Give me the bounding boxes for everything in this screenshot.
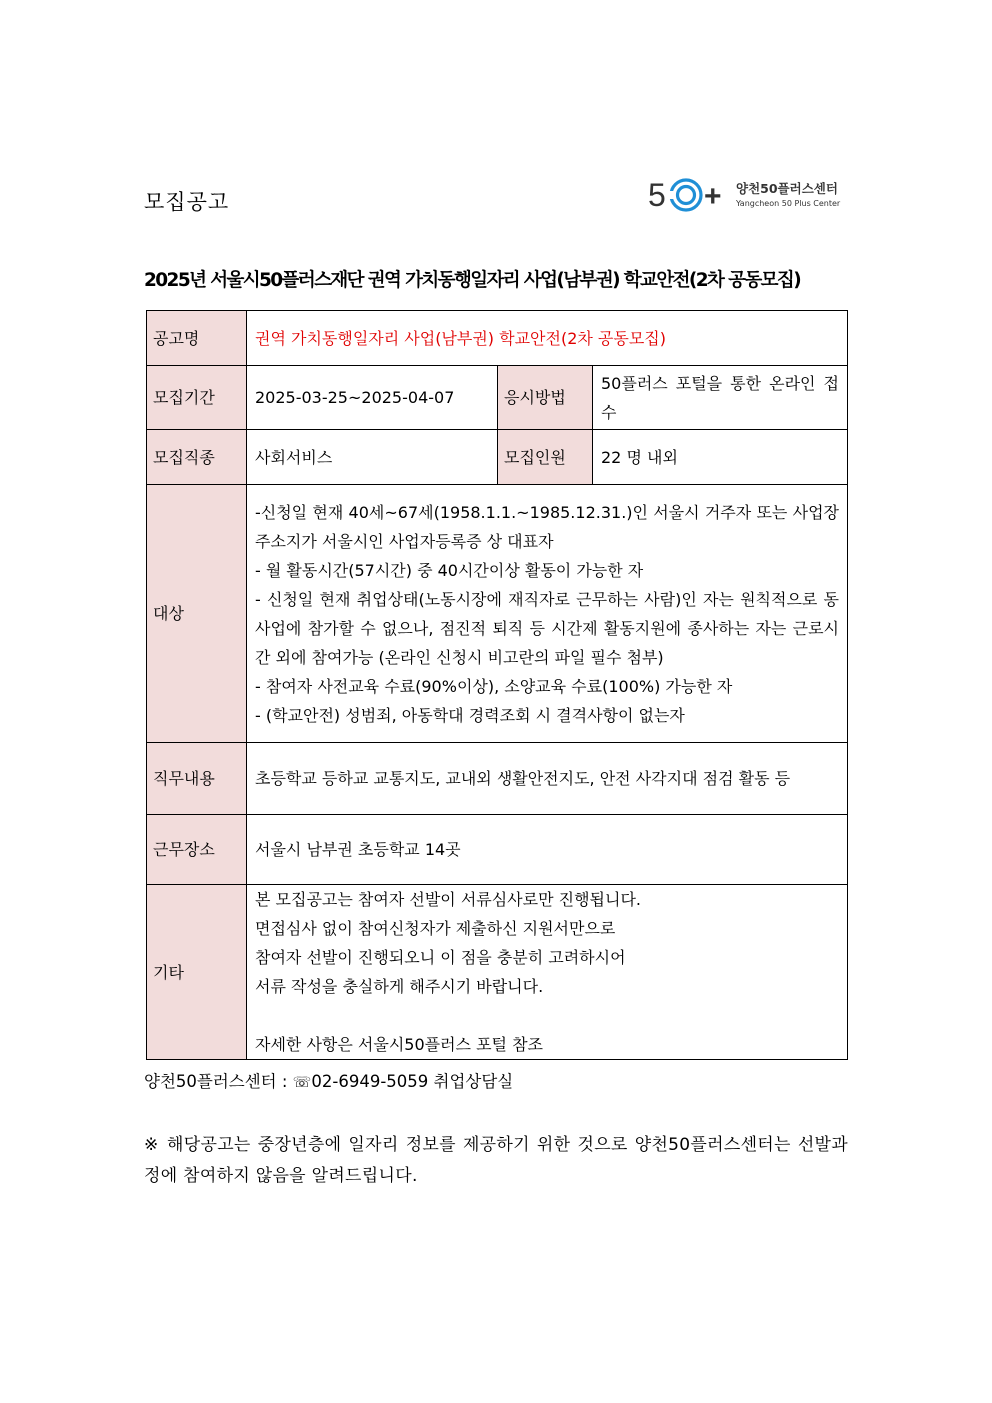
disclaimer-notice: ※ 해당공고는 중장년층에 일자리 정보를 제공하기 위한 것으로 양천50플러스센터는 선발과정에 참여하지 않음을 알려드립니다. (144, 1135, 848, 1186)
document-title: 2025년 서울시50플러스재단 권역 가치동행일자리 사업(남부권) 학교안전(2차 공동모집) (144, 270, 801, 291)
target-item: - 신청일 현재 취업상태(노동시장에 재직자로 근무하는 사람)인 자는 원칙적으로 동 사업에 참가할 수 없으나, 점진적 퇴직 등 시간제 활동지원에 종사하는 자는 근로시간 외에 참여가능 (온라인 신청시 비고란의 파일 필수 첨부) (255, 589, 840, 667)
etc-line: 서류 작성을 충실하게 해주시기 바랍니다. (255, 977, 544, 996)
announcement-value: 권역 가치동행일자리 사업(남부권) 학교안전(2차 공동모집) (247, 311, 848, 366)
etc-value (247, 885, 848, 1060)
row-workplace (147, 815, 848, 885)
period-value: 2025-03-25~2025-04-07 (247, 366, 498, 430)
contact-suffix: 취업상담실 (428, 1072, 514, 1091)
etc-line: 면접심사 없이 참여신청자가 제출하신 지원서만으로 (255, 919, 616, 938)
count-label: 모집인원 (498, 430, 593, 485)
etc-line (255, 1001, 839, 1030)
etc-line: 참여자 선발이 진행되오니 이 점을 충분히 고려하시어 (255, 948, 626, 967)
etc-line: 자세한 사항은 서울시50플러스 포털 참조 (255, 1035, 543, 1054)
workplace-label: 근무장소 (147, 815, 247, 885)
logo-circle-icon (666, 180, 701, 210)
row-job-type (147, 430, 848, 485)
logo-name-en: Yangcheon 50 Plus Center (736, 199, 841, 208)
target-value (247, 485, 848, 743)
phone-icon: ☏ (292, 1073, 312, 1091)
job-type-label: 모집직종 (147, 430, 247, 485)
method-value: 50플러스 포털을 통한 온라인 접수 (593, 366, 848, 430)
duties-label: 직무내용 (147, 743, 247, 815)
logo-mark-plus: + (704, 180, 722, 213)
logo-name-kr: 양천50플러스센터 (736, 181, 838, 196)
workplace-value: 서울시 남부권 초등학교 14곳 (247, 815, 848, 885)
announcement-table (146, 310, 848, 1060)
contact-prefix: 양천50플러스센터 : (144, 1072, 293, 1091)
target-label: 대상 (147, 485, 247, 743)
target-item: - 참여자 사전교육 수료(90%이상), 소양교육 수료(100%) 가능한 자 (255, 676, 733, 696)
logo-mark-five: 5 (648, 177, 666, 213)
method-label: 응시방법 (498, 366, 593, 430)
count-value: 22 명 내외 (593, 430, 848, 485)
contact-line (144, 1068, 513, 1092)
target-item: -신청일 현재 40세~67세(1958.1.1.~1985.12.31.)인 서울시 거주자 또는 사업장 주소지가 서울시인 사업자등록증 상 대표자 (255, 502, 840, 551)
etc-label: 기타 (147, 885, 247, 1060)
target-item: - 월 활동시간(57시간) 중 40시간이상 활동이 가능한 자 (255, 560, 644, 580)
job-type-value: 사회서비스 (247, 430, 498, 485)
period-label: 모집기간 (147, 366, 247, 430)
etc-line: 본 모집공고는 참여자 선발이 서류심사로만 진행됩니다. (255, 890, 642, 909)
row-announcement (147, 311, 848, 366)
announcement-label: 공고명 (147, 311, 247, 366)
row-etc (147, 885, 848, 1060)
center-logo (648, 175, 848, 215)
row-duties (147, 743, 848, 815)
row-target (147, 485, 848, 743)
contact-phone: 02-6949-5059 (311, 1072, 429, 1091)
duties-value: 초등학교 등하교 교통지도, 교내외 생활안전지도, 안전 사각지대 점검 활동 등 (247, 743, 848, 815)
target-item: - (학교안전) 성범죄, 아동학대 경력조회 시 결격사항이 없는자 (255, 705, 685, 725)
row-period (147, 366, 848, 430)
page-heading: 모집공고 (144, 190, 230, 214)
